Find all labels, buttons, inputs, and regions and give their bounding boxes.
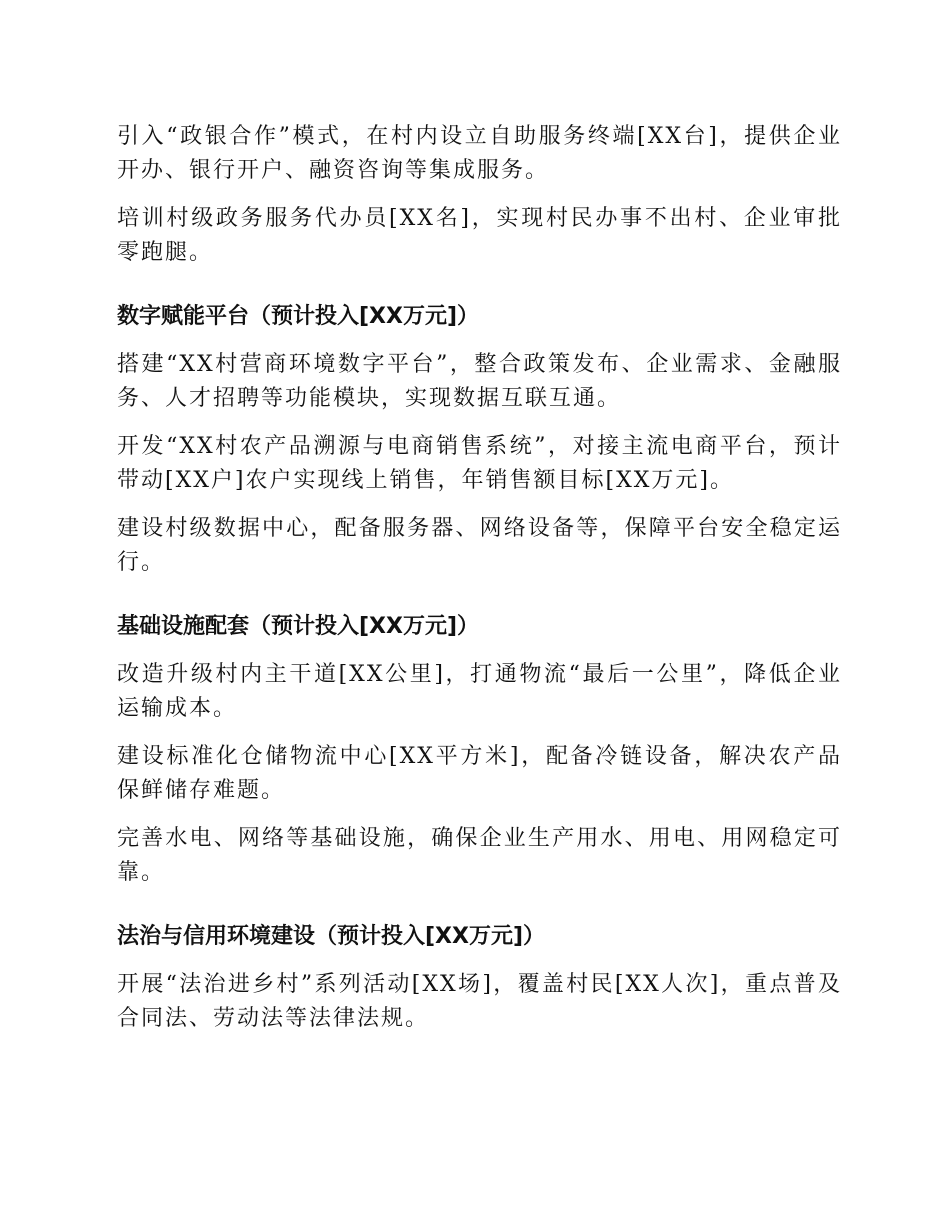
heading-infrastructure: 基础设施配套（预计投入[XX万元]）: [117, 614, 480, 639]
paragraph-service-agents: 培训村级政务服务代办员[XX名]，实现村民办事不出村、企业审批零跑腿。: [117, 206, 842, 265]
paragraph-ecommerce-system: 开发“XX村农产品溯源与电商销售系统”，对接主流电商平台，预计带动[XX户]农户实现线上销售，年销售额目标[XX万元]。: [117, 434, 842, 493]
paragraph-self-service-terminals: 引入“政银合作”模式，在村内设立自助服务终端[XX台]，提供企业开办、银行开户、融资咨询等集成服务。: [117, 124, 842, 183]
paragraph-digital-platform: 搭建“XX村营商环境数字平台”，整合政策发布、企业需求、金融服务、人才招聘等功能模块，实现数据互联互通。: [117, 352, 842, 411]
paragraph-data-center: 建设村级数据中心，配备服务器、网络设备等，保障平台安全稳定运行。: [117, 516, 842, 575]
heading-rule-of-law: 法治与信用环境建设（预计投入[XX万元]）: [117, 924, 546, 949]
heading-digital-platform: 数字赋能平台（预计投入[XX万元]）: [117, 304, 480, 329]
document-body: [117, 120, 842, 1050]
paragraph-main-road: 改造升级村内主干道[XX公里]，打通物流“最后一公里”，降低企业运输成本。: [117, 662, 842, 721]
paragraph-law-activities: 开展“法治进乡村”系列活动[XX场]，覆盖村民[XX人次]，重点普及合同法、劳动法等法律法规。: [117, 972, 842, 1031]
paragraph-utilities: 完善水电、网络等基础设施，确保企业生产用水、用电、用网稳定可靠。: [117, 826, 842, 885]
paragraph-logistics-center: 建设标准化仓储物流中心[XX平方米]，配备冷链设备，解决农产品保鲜储存难题。: [117, 744, 842, 803]
